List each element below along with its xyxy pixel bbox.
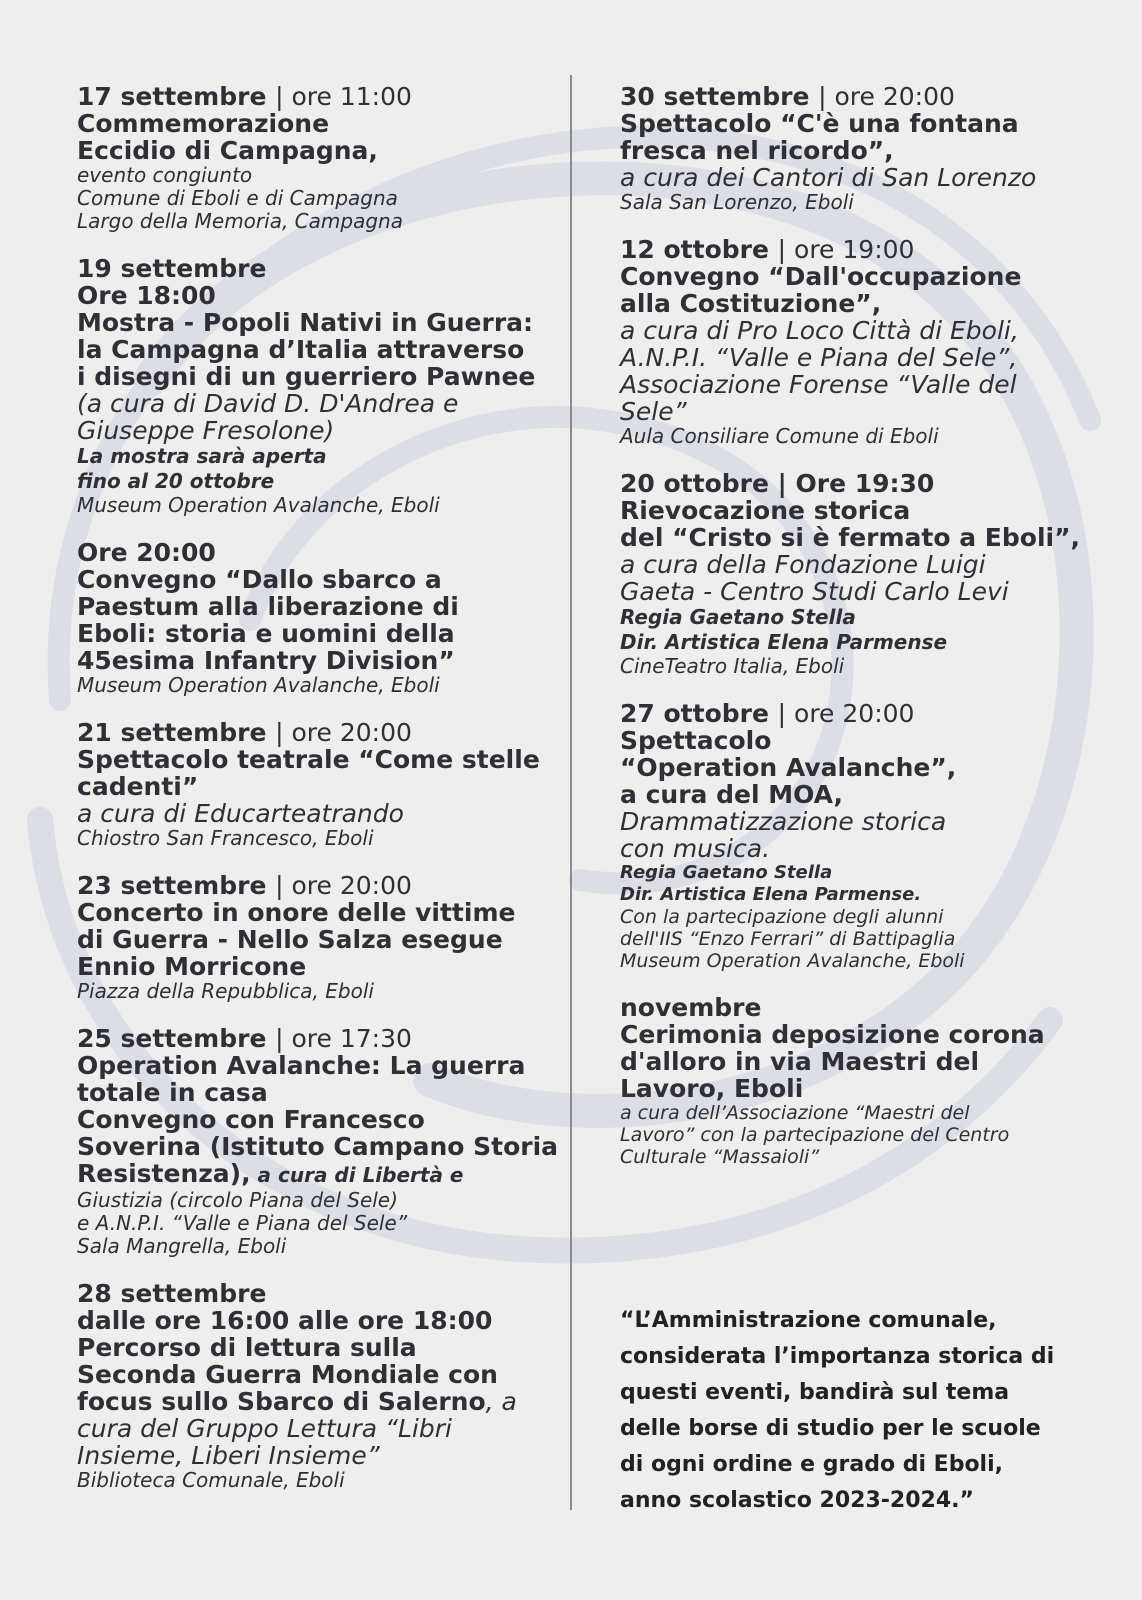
event-title: Convegno “Dall'occupazione <box>620 262 1022 291</box>
event-place: Largo della Memoria, Campagna <box>77 209 403 233</box>
event-title: Eccidio di Campagna, <box>77 136 378 165</box>
event-title: Eboli: storia e uomini della <box>77 619 455 648</box>
event-curator: Sele” <box>620 397 687 426</box>
event-place: Aula Consiliare Comune di Eboli <box>620 424 939 448</box>
event-title: Rievocazione storica <box>620 496 911 525</box>
quote-line: considerata l’importanza storica di <box>620 1344 1055 1369</box>
event-place: Chiostro San Francesco, Eboli <box>77 826 374 850</box>
event-date: 25 settembre <box>77 1024 267 1053</box>
event-28-settembre <box>77 1280 557 1492</box>
right-column <box>620 83 1090 1190</box>
event-time: | ore 11:00 <box>275 82 412 111</box>
event-title: Lavoro, Eboli <box>620 1074 804 1103</box>
event-place: CineTeatro Italia, Eboli <box>620 654 845 678</box>
event-title: d'alloro in via Maestri del <box>620 1047 980 1076</box>
event-title: Convegno “Dallo sbarco a <box>77 565 442 594</box>
event-time: | ore 17:30 <box>275 1024 412 1053</box>
event-title: cadenti” <box>77 772 199 801</box>
event-date: 23 settembre <box>77 871 267 900</box>
event-credit: Dir. Artistica Elena Parmense <box>620 630 948 654</box>
event-title: 45esima Infantry Division” <box>77 646 455 675</box>
event-place: Sala San Lorenzo, Eboli <box>620 190 854 214</box>
event-place: Museum Operation Avalanche, Eboli <box>620 950 965 972</box>
event-19-settembre-sera <box>77 539 557 697</box>
event-date: 20 ottobre <box>620 469 769 498</box>
event-place: Museum Operation Avalanche, Eboli <box>77 493 440 517</box>
event-title: alla Costituzione”, <box>620 289 882 318</box>
event-description: Drammatizzazione storica <box>620 807 947 836</box>
event-time: Ore 18:00 <box>77 281 216 310</box>
quote-line: delle borse di studio per le scuole <box>620 1416 1041 1441</box>
event-curator: a cura dei Cantori di San Lorenzo <box>620 163 1037 192</box>
event-description: Soverina (Istituto Campano Storia <box>77 1132 559 1161</box>
event-credit: Regia Gaetano Stella <box>620 605 856 629</box>
event-curator: a cura di Educarteatrando <box>77 799 404 828</box>
event-note: fino al 20 ottobre <box>77 469 275 493</box>
event-curator: , a <box>485 1387 517 1416</box>
event-place: Sala Mangrella, Eboli <box>77 1234 287 1258</box>
quote-line: “L’Amministrazione comunale, <box>620 1308 997 1333</box>
event-curator: cura del Gruppo Lettura “Libri <box>77 1414 452 1443</box>
event-title: Ennio Morricone <box>77 952 307 981</box>
quote-line: anno scolastico 2023-2024.” <box>620 1488 974 1513</box>
event-title: Paestum alla liberazione di <box>77 592 459 621</box>
event-time: | Ore 19:30 <box>777 469 935 498</box>
administration-quote <box>620 1303 1090 1519</box>
event-title: i disegni di un guerriero Pawnee <box>77 362 536 391</box>
event-title: totale in casa <box>77 1078 268 1107</box>
event-description: Resistenza), <box>77 1159 251 1188</box>
event-title: focus sullo Sbarco di Salerno <box>77 1387 486 1416</box>
quote-line: questi eventi, bandirà sul tema <box>620 1380 1010 1405</box>
event-place: Museum Operation Avalanche, Eboli <box>77 673 440 697</box>
event-title: fresca nel ricordo”, <box>620 136 894 165</box>
event-time: | ore 19:00 <box>777 235 915 264</box>
event-note: La mostra sarà aperta <box>77 444 327 468</box>
event-title: Spettacolo teatrale “Come stelle <box>77 745 540 774</box>
event-21-settembre <box>77 719 557 850</box>
event-curator: Gaeta - Centro Studi Carlo Levi <box>620 577 1009 606</box>
event-30-settembre <box>620 83 1090 214</box>
event-title: del “Cristo si è fermato a Eboli”, <box>620 523 1081 552</box>
event-27-ottobre <box>620 700 1090 972</box>
event-time: Ore 20:00 <box>77 538 216 567</box>
event-title: Concerto in onore delle vittime <box>77 898 516 927</box>
event-title: Seconda Guerra Mondiale con <box>77 1360 498 1389</box>
event-20-ottobre <box>620 470 1090 678</box>
left-column <box>77 83 557 1514</box>
event-date: 12 ottobre <box>620 235 769 264</box>
event-curator: a cura del MOA, <box>620 780 843 809</box>
event-title: Spettacolo <box>620 726 772 755</box>
event-curator: Associazione Forense “Valle del <box>620 370 1017 399</box>
event-detail: Con la partecipazione degli alunni <box>620 906 944 928</box>
event-25-settembre <box>77 1025 557 1258</box>
quote-line: di ogni ordine e grado di Eboli, <box>620 1452 1003 1477</box>
event-title: Percorso di lettura sulla <box>77 1333 417 1362</box>
event-title: la Campagna d’Italia attraverso <box>77 335 525 364</box>
event-description: Convegno con Francesco <box>77 1105 425 1134</box>
event-detail: e A.N.P.I. “Valle e Piana del Sele” <box>77 1211 408 1235</box>
event-detail: a cura dell’Associazione “Maestri del <box>620 1102 970 1124</box>
event-detail: Comune di Eboli e di Campagna <box>77 186 398 210</box>
event-date: 19 settembre <box>77 254 267 283</box>
event-title: Mostra - Popoli Nativi in Guerra: <box>77 308 534 337</box>
event-date: novembre <box>620 993 762 1022</box>
event-novembre <box>620 994 1090 1168</box>
event-place: Piazza della Repubblica, Eboli <box>77 979 374 1003</box>
event-curator: A.N.P.I. “Valle e Piana del Sele”, <box>620 343 1018 372</box>
event-credit: Regia Gaetano Stella <box>620 862 833 883</box>
event-description: con musica. <box>620 834 771 863</box>
event-curator: a cura di Pro Loco Città di Eboli, <box>620 316 1019 345</box>
event-title: Cerimonia deposizione corona <box>620 1020 1045 1049</box>
event-detail: Lavoro” con la partecipazione del Centro <box>620 1124 1010 1146</box>
event-date: 21 settembre <box>77 718 267 747</box>
event-17-settembre <box>77 83 557 233</box>
event-curator: Insieme, Liberi Insieme” <box>77 1441 380 1470</box>
event-place: Biblioteca Comunale, Eboli <box>77 1468 345 1492</box>
event-time: | ore 20:00 <box>818 82 955 111</box>
event-date: 27 ottobre <box>620 699 769 728</box>
column-divider <box>570 75 572 1510</box>
event-date: 30 settembre <box>620 82 810 111</box>
event-title: “Operation Avalanche”, <box>620 753 957 782</box>
event-time: | ore 20:00 <box>275 871 412 900</box>
event-date: 17 settembre <box>77 82 267 111</box>
event-date: 28 settembre <box>77 1279 267 1308</box>
event-title: di Guerra - Nello Salza esegue <box>77 925 503 954</box>
event-title: Commemorazione <box>77 109 330 138</box>
event-time: | ore 20:00 <box>777 699 915 728</box>
event-curator: a cura di Libertà e <box>250 1163 464 1187</box>
event-curator: (a cura di David D. D'Andrea e <box>77 389 459 418</box>
event-detail: Giustizia (circolo Piana del Sele) <box>77 1188 398 1212</box>
event-curator: Giuseppe Fresolone) <box>77 416 335 445</box>
event-title: Operation Avalanche: La guerra <box>77 1051 526 1080</box>
event-detail: evento congiunto <box>77 163 253 187</box>
event-curator: a cura della Fondazione Luigi <box>620 550 986 579</box>
event-time: | ore 20:00 <box>275 718 412 747</box>
event-title: Spettacolo “C'è una fontana <box>620 109 1019 138</box>
event-19-settembre <box>77 255 557 517</box>
event-detail: dell'IIS “Enzo Ferrari” di Battipaglia <box>620 928 956 950</box>
event-detail: Culturale “Massaioli” <box>620 1146 820 1168</box>
event-title: dalle ore 16:00 alle ore 18:00 <box>77 1306 493 1335</box>
event-12-ottobre <box>620 236 1090 448</box>
event-23-settembre <box>77 872 557 1003</box>
event-credit: Dir. Artistica Elena Parmense. <box>620 884 922 905</box>
